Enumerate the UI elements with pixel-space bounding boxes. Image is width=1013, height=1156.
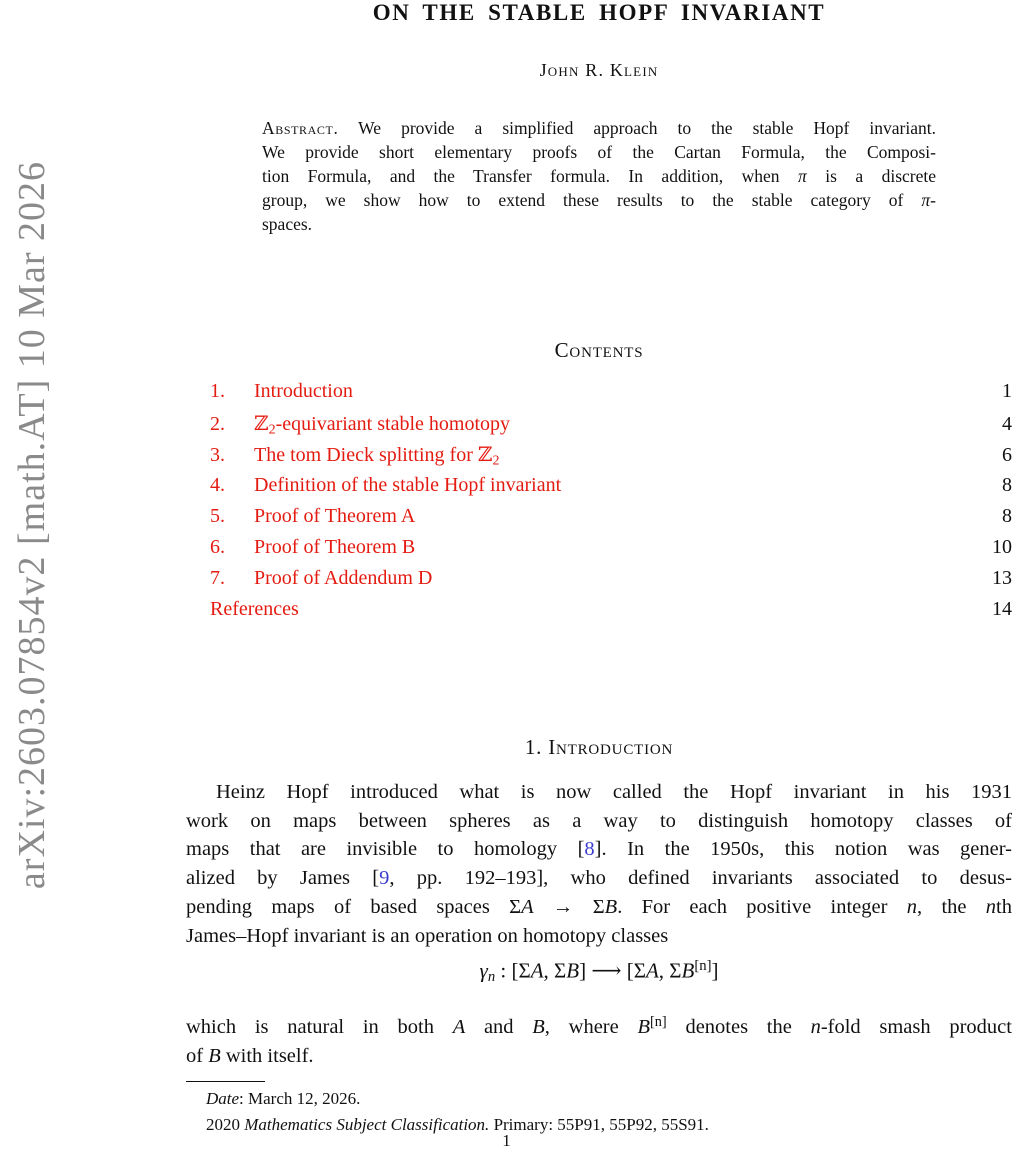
text-segment: , Σ — [658, 958, 682, 983]
intro-paragraph-1 — [186, 778, 1012, 950]
text-segment: References — [210, 598, 299, 621]
text-segment: Primary: 55P91, 55P92, 55S91. — [489, 1114, 709, 1134]
toc-entry-page: 10 — [992, 535, 1012, 558]
toc-entry-page: 8 — [1002, 504, 1012, 527]
text-line — [186, 922, 1012, 951]
footnote-date-line — [186, 1086, 1012, 1112]
toc-entry-title[interactable] — [210, 598, 299, 621]
text-segment: A — [452, 1016, 466, 1039]
toc-entry-page: 13 — [992, 567, 1012, 590]
toc-entry-number[interactable]: 1. — [210, 380, 225, 402]
text-segment: James–Hopf invariant is an operation on homotopy classes — [186, 924, 669, 947]
text-segment: π — [797, 165, 807, 186]
text-segment: group, we show how to extend these results to the stable category of — [262, 189, 922, 210]
citation-link[interactable]: 8 — [584, 838, 595, 861]
toc-entry[interactable] — [186, 474, 1012, 505]
toc-entry-page: 4 — [1002, 413, 1012, 436]
toc-list — [186, 380, 1012, 630]
text-segment: Proof of Theorem B — [254, 535, 416, 558]
toc-entry[interactable] — [186, 505, 1012, 536]
text-segment: n — [487, 969, 496, 986]
intro-paragraph-2 — [186, 1008, 1012, 1071]
text-segment: 2 — [492, 453, 500, 469]
author-name: John R. Klein — [539, 60, 659, 80]
text-line — [262, 189, 936, 213]
toc-entry-title[interactable] — [254, 505, 415, 528]
toc-entry-page: 1 — [1002, 380, 1012, 402]
text-segment: denotes the — [666, 1016, 811, 1039]
footnote-rule — [186, 1081, 265, 1082]
text-segment: → Σ — [533, 895, 605, 918]
text-segment: B — [532, 1016, 545, 1039]
text-segment: of — [186, 1044, 209, 1067]
contents-heading: Contents — [554, 338, 644, 362]
text-segment: , where — [544, 1016, 638, 1039]
text-segment: Date — [206, 1089, 240, 1108]
text-segment: -equivariant stable homotopy — [275, 413, 510, 436]
toc-entry-title[interactable] — [254, 442, 499, 470]
text-segment: B — [637, 1016, 650, 1039]
text-line — [186, 864, 1012, 893]
text-segment: which is natural in both — [186, 1016, 453, 1039]
text-line — [262, 117, 936, 141]
text-segment: Proof of Addendum D — [254, 567, 433, 590]
toc-entry-number[interactable]: 5. — [210, 504, 225, 527]
toc-entry-page: 6 — [1002, 444, 1012, 467]
toc-entry[interactable] — [186, 567, 1012, 598]
toc-entry-title[interactable] — [254, 567, 432, 590]
text-segment: We provide short elementary proofs of the Cartan Formula, the Composi- — [262, 141, 936, 162]
text-line — [186, 807, 1012, 836]
toc-entry[interactable] — [186, 380, 1012, 411]
text-segment: B — [208, 1044, 221, 1067]
toc-entry-number[interactable]: 7. — [210, 567, 225, 590]
text-segment: A — [521, 895, 534, 918]
text-segment: and — [465, 1016, 533, 1039]
text-segment: 2020 — [206, 1114, 245, 1134]
text-line — [186, 1008, 1012, 1042]
text-segment: with itself. — [220, 1044, 314, 1067]
citation-link[interactable]: 9 — [379, 867, 390, 890]
toc-entry-number[interactable]: 2. — [210, 413, 225, 436]
footnote — [186, 1086, 1012, 1137]
text-segment: Introduction — [254, 380, 353, 402]
text-segment: Abstract. — [262, 118, 339, 138]
text-segment: We provide a simplified approach to the stable Hopf invariant. — [338, 118, 936, 138]
text-segment: ] — [711, 958, 719, 983]
text-line — [262, 141, 936, 165]
arxiv-watermark: arXiv:2603.07854v2 [math.AT] 10 Mar 2026 — [11, 160, 53, 890]
section-1-heading: 1. Introduction — [524, 735, 674, 759]
text-segment: - — [930, 189, 936, 210]
text-segment: A — [530, 958, 544, 983]
text-line — [262, 165, 936, 189]
text-line — [186, 893, 1012, 922]
text-segment: Mathematics Subject Classification. — [244, 1114, 490, 1134]
text-segment: The tom Dieck splitting for ℤ — [254, 444, 493, 467]
text-segment: A — [645, 958, 659, 983]
text-line — [186, 835, 1012, 864]
text-segment: π — [921, 189, 931, 210]
text-segment: Heinz Hopf introduced what is now called the Hopf invariant in his 1931 — [216, 781, 1012, 803]
text-segment: , pp. 192–193], who defined invariants associated to desus- — [389, 867, 1012, 890]
text-segment: th — [996, 895, 1012, 918]
text-segment: maps that are invisible to homology [ — [186, 838, 585, 861]
text-segment: spaces. — [262, 213, 313, 234]
text-segment: : [Σ — [495, 958, 531, 983]
toc-entry[interactable] — [186, 411, 1012, 442]
toc-entry-title[interactable] — [254, 536, 415, 559]
display-formula — [186, 958, 1012, 986]
toc-entry[interactable] — [186, 442, 1012, 473]
text-segment: Definition of the stable Hopf invariant — [254, 473, 562, 496]
text-segment: [n] — [694, 958, 712, 974]
page-number: 1 — [502, 1131, 511, 1150]
toc-entry-number[interactable]: 3. — [210, 444, 225, 467]
text-line — [262, 213, 936, 237]
toc-entry-page: 14 — [992, 598, 1012, 621]
toc-entry-title[interactable] — [254, 380, 353, 403]
text-segment: . For each positive integer — [617, 895, 907, 918]
text-segment: ] ⟶ [Σ — [579, 958, 646, 983]
text-segment: n — [906, 895, 917, 918]
toc-entry-number[interactable]: 6. — [210, 535, 225, 558]
text-segment: B — [566, 958, 580, 983]
toc-entry-title[interactable] — [254, 474, 561, 497]
abstract — [262, 117, 936, 237]
text-line — [186, 778, 1012, 807]
text-segment: 2 — [268, 422, 276, 438]
text-segment: [n] — [649, 1014, 667, 1030]
text-segment: Proof of Theorem A — [254, 504, 416, 527]
text-segment: : March 12, 2026. — [239, 1089, 361, 1108]
text-segment: is a discrete — [806, 165, 936, 186]
text-segment: work on maps between spheres as a way to distinguish homotopy classes of — [186, 809, 1012, 832]
text-segment: n — [810, 1016, 821, 1039]
text-segment: B — [681, 958, 695, 983]
text-segment: alized by James [ — [186, 867, 380, 890]
toc-entry[interactable] — [186, 598, 1012, 629]
text-segment: ]. In the 1950s, this notion was gener- — [594, 838, 1013, 861]
text-segment: pending maps of based spaces Σ — [186, 895, 522, 918]
text-segment: n — [985, 895, 997, 918]
paper-title: ON THE STABLE HOPF INVARIANT — [372, 0, 826, 25]
text-segment: γ — [479, 958, 488, 983]
text-segment: -fold smash product — [820, 1016, 1012, 1039]
toc-entry-title[interactable] — [254, 411, 510, 439]
text-segment: ℤ — [254, 413, 269, 436]
toc-entry-number[interactable]: 4. — [210, 473, 225, 496]
toc-entry[interactable] — [186, 536, 1012, 567]
text-segment: , Σ — [543, 958, 567, 983]
text-segment: tion Formula, and the Transfer formula. In addition, when — [262, 165, 798, 186]
text-line — [186, 1042, 1012, 1071]
text-segment: , the — [917, 895, 986, 918]
text-segment: B — [604, 895, 618, 918]
toc-entry-page: 8 — [1002, 473, 1012, 496]
